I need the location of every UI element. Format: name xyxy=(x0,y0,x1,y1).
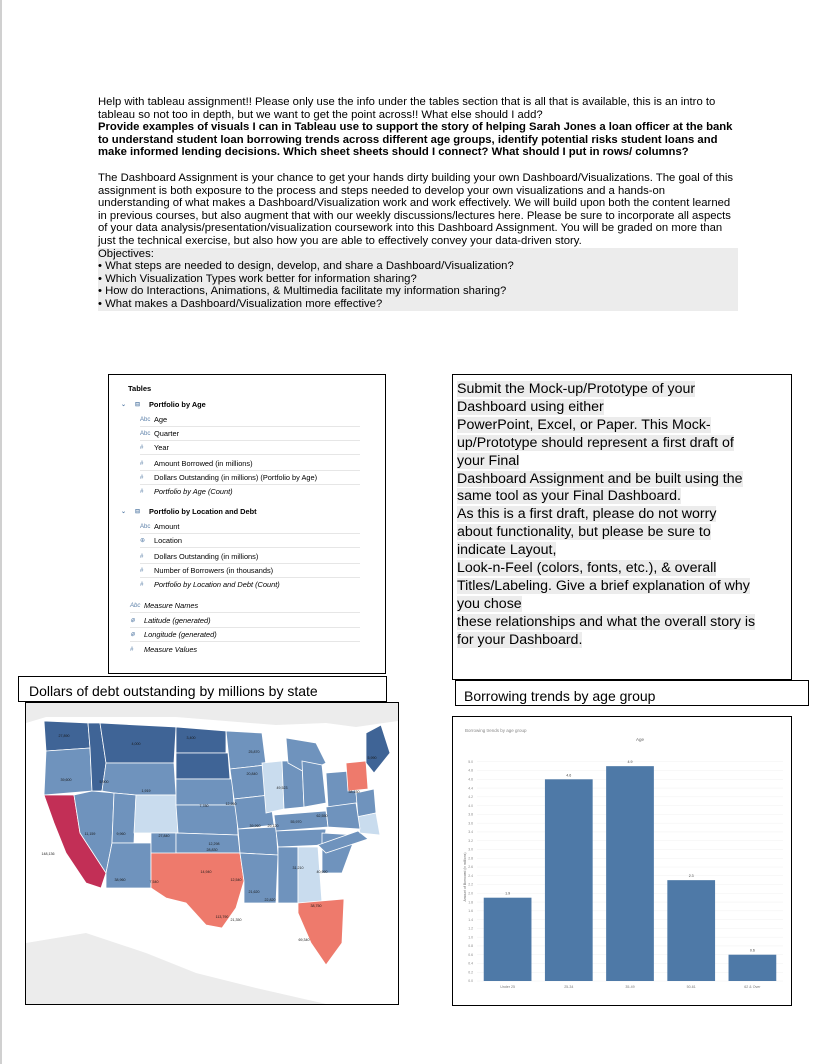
instruction-line xyxy=(457,399,787,417)
number-icon: # xyxy=(130,646,134,653)
state-shape xyxy=(276,829,326,847)
state-value-label: 5,900 xyxy=(99,780,109,784)
globe-icon: ⊕ xyxy=(130,618,136,624)
instruction-line xyxy=(457,596,787,614)
objectives-label: Objectives: xyxy=(98,248,738,261)
y-tick-label: 0.0 xyxy=(468,979,473,984)
field-label: Year xyxy=(154,443,169,452)
state-value-label: 1,919 xyxy=(141,789,151,793)
instruction-text: Look-n-Feel (colors, fonts, etc.), & overall xyxy=(457,560,717,577)
instruction-text: for your Dashboard. xyxy=(457,631,583,648)
y-tick-label: 2.0 xyxy=(468,891,473,896)
y-tick-label: 2.6 xyxy=(468,865,473,870)
table-icon: ⊟ xyxy=(135,402,141,408)
y-tick-label: 2.2 xyxy=(468,882,473,887)
state-value-label: 28,830 xyxy=(206,848,218,852)
y-tick-label: 1.2 xyxy=(468,926,473,931)
number-icon: # xyxy=(140,474,144,481)
field-label: Dollars Outstanding (in millions) (Portfolio by Age) xyxy=(154,473,318,482)
y-tick-label: 2.4 xyxy=(468,873,473,878)
abc-icon: Abc xyxy=(140,430,151,437)
state-value-label: 31,210 xyxy=(292,866,304,870)
bar-4[interactable] xyxy=(729,955,777,981)
state-shape xyxy=(134,795,178,833)
state-value-label: 9,960 xyxy=(116,832,126,836)
state-value-label: 22,820 xyxy=(264,898,276,902)
y-tick-label: 4.6 xyxy=(468,777,473,782)
chevron-down-icon[interactable]: ⌄ xyxy=(121,402,127,408)
field-location[interactable] xyxy=(140,536,182,545)
field-label: Amount Borrowed (in millions) xyxy=(154,459,253,468)
divider xyxy=(140,533,360,534)
instruction-line xyxy=(457,560,787,578)
state-shape xyxy=(346,761,368,791)
field-label: Age xyxy=(154,415,168,424)
state-value-label: 21,620 xyxy=(248,890,260,894)
divider xyxy=(140,470,360,471)
state-value-label: 49,523 xyxy=(276,786,288,790)
divider xyxy=(140,484,360,485)
table-name: Portfolio by Age xyxy=(149,400,206,409)
y-tick-label: 3.8 xyxy=(468,812,473,817)
instruction-text: As this is a first draft, please do not worry xyxy=(457,506,717,523)
divider xyxy=(140,563,360,564)
y-tick-label: 0.6 xyxy=(468,952,473,957)
instruction-text: PowerPoint, Excel, or Paper. This Mock- xyxy=(457,416,711,433)
instruction-text: up/Prototype should represent a first draft of xyxy=(457,434,734,451)
y-tick-label: 3.0 xyxy=(468,847,473,852)
state-shape xyxy=(44,748,92,795)
state-value-label: 12,950 xyxy=(225,802,237,806)
objective-item: • What makes a Dashboard/Visualization more effective? xyxy=(98,298,738,311)
page-edge xyxy=(0,0,2,1064)
number-icon: # xyxy=(140,581,144,588)
field-portfolio-age-count[interactable] xyxy=(140,487,233,496)
instruction-line xyxy=(457,542,787,560)
instruction-line xyxy=(457,632,787,650)
divider xyxy=(130,627,360,628)
instruction-line xyxy=(457,524,787,542)
field-measure-values[interactable] xyxy=(130,645,197,654)
number-icon: # xyxy=(140,567,144,574)
state-value-label: 38,750 xyxy=(310,904,322,908)
state-shape xyxy=(238,827,278,855)
state-value-label: 27,840 xyxy=(158,834,170,838)
objective-item: • How do Interactions, Animations, & Multimedia facilitate my information sharing? xyxy=(98,285,738,298)
instruction-line xyxy=(457,453,787,471)
state-shape xyxy=(99,763,176,795)
age-header: Age xyxy=(635,737,645,742)
intro-line: Help with tableau assignment!! Please only use the info under the tables section that is all that is available, this is an intro to tableau so not too in depth, but we want to get the point across!! What else should I add? xyxy=(98,96,716,121)
state-value-label: 69,340 xyxy=(298,938,310,942)
us-choropleth-map xyxy=(26,703,398,1004)
table-portfolio-by-age[interactable] xyxy=(121,400,206,409)
state-value-label: 12,540 xyxy=(230,878,242,882)
y-tick-label: 3.6 xyxy=(468,821,473,826)
instruction-line xyxy=(457,381,787,399)
y-tick-label: 4.0 xyxy=(468,803,473,808)
intro-text xyxy=(98,96,738,311)
y-tick-label: 0.4 xyxy=(468,961,473,966)
y-axis-label: Amount of Borrowed (in millions) xyxy=(463,852,467,902)
state-shape xyxy=(226,731,266,769)
field-dollars-outstanding-age[interactable] xyxy=(140,473,317,482)
instruction-line xyxy=(457,471,787,489)
bar-value-label: 4.9 xyxy=(627,760,633,765)
mini-chart-title: Borrowing trends by age group xyxy=(465,728,527,733)
y-tick-label: 4.4 xyxy=(468,786,473,791)
divider xyxy=(140,426,360,427)
bar-3[interactable] xyxy=(667,880,715,981)
field-label: Number of Borrowers (in thousands) xyxy=(154,566,274,575)
field-age[interactable] xyxy=(140,415,167,424)
map-title: Dollars of debt outstanding by millions by state xyxy=(18,676,387,702)
state-value-label: 25,870 xyxy=(248,750,260,754)
instruction-text: Dashboard using either xyxy=(457,398,604,415)
state-shape xyxy=(302,761,326,807)
field-number-of-borrowers[interactable] xyxy=(140,566,273,575)
bar-chart-svg xyxy=(453,717,791,1005)
bar-value-label: 0.6 xyxy=(749,948,755,953)
abc-icon: Abc xyxy=(140,523,151,530)
instruction-text: Dashboard Assignment and be built using the xyxy=(457,470,743,487)
table-name: Portfolio by Location and Debt xyxy=(149,507,257,516)
state-shape xyxy=(176,727,226,753)
table-portfolio-by-location[interactable] xyxy=(121,507,257,516)
divider xyxy=(140,577,360,578)
bar-0[interactable] xyxy=(484,898,532,981)
table-icon: ⊟ xyxy=(135,509,141,515)
category-label: Under 25 xyxy=(500,985,515,989)
instruction-text: your Final xyxy=(457,452,520,469)
divider xyxy=(140,454,360,455)
category-label: 62 & Over xyxy=(744,985,761,989)
state-value-label: 39,960 xyxy=(249,824,261,828)
instruction-line xyxy=(457,417,787,435)
tables-header: Tables xyxy=(128,384,152,393)
number-icon: # xyxy=(140,488,144,495)
y-tick-label: 1.4 xyxy=(468,917,473,922)
y-tick-label: 1.8 xyxy=(468,900,473,905)
y-tick-label: 4.8 xyxy=(468,768,473,773)
bar-chart-title: Borrowing trends by age group xyxy=(455,680,809,706)
globe-icon: ⊕ xyxy=(130,632,136,638)
instruction-text: these relationships and what the overall story is xyxy=(457,613,756,630)
field-measure-names[interactable] xyxy=(130,601,198,610)
field-year[interactable] xyxy=(140,443,169,452)
instruction-line xyxy=(457,506,787,524)
field-label: Longitude (generated) xyxy=(144,630,217,639)
debt-map xyxy=(25,702,399,1005)
field-amount[interactable] xyxy=(140,522,179,531)
state-shape xyxy=(326,803,360,829)
state-value-label: 27,890 xyxy=(58,734,70,738)
number-icon: # xyxy=(140,553,144,560)
state-value-label: 29,120 xyxy=(267,824,279,828)
bar-value-label: 4.6 xyxy=(566,773,572,778)
divider xyxy=(130,612,360,613)
chevron-down-icon[interactable]: ⌄ xyxy=(121,509,127,515)
state-value-label: 148,136 xyxy=(41,852,55,856)
state-value-label: 39,600 xyxy=(60,778,72,782)
state-value-label: 7,780 xyxy=(199,804,209,808)
instruction-line xyxy=(457,488,787,506)
category-label: 25-34 xyxy=(564,985,574,989)
field-label: Quarter xyxy=(154,429,180,438)
abc-icon: Abc xyxy=(130,602,141,609)
state-shape xyxy=(298,847,322,903)
field-label: Amount xyxy=(154,522,180,531)
state-value-label: 14,940 xyxy=(200,870,212,874)
bar-value-label: 1.9 xyxy=(505,891,511,896)
y-tick-label: 0.8 xyxy=(468,944,473,949)
y-tick-label: 5.0 xyxy=(468,759,473,764)
state-shape xyxy=(240,853,278,903)
state-value-label: 113,790 xyxy=(215,915,229,919)
instruction-line xyxy=(457,435,787,453)
objective-item: • What steps are needed to design, develop, and share a Dashboard/Visualization? xyxy=(98,260,738,273)
objectives-list xyxy=(98,260,738,310)
state-value-label: 7,540 xyxy=(149,880,159,884)
instruction-text: indicate Layout, xyxy=(457,542,557,559)
instruction-line xyxy=(457,578,787,596)
y-tick-label: 4.2 xyxy=(468,795,473,800)
field-label: Location xyxy=(154,536,182,545)
bar-value-label: 2.3 xyxy=(688,874,694,879)
state-value-label: 21,350 xyxy=(230,918,242,922)
intro-question: Provide examples of visuals I can in Tableau use to support the story of helping Sarah Jones a loan officer at the bank to understand student loan borrowing trends across different age groups, identify potential risks student loans and make informed lending decisions. Which sheet sheets should I connect? What should I put in rows/ columns? xyxy=(98,121,733,159)
instruction-text: about functionality, but please be sure to xyxy=(457,524,711,541)
globe-icon: ⊕ xyxy=(140,538,146,544)
y-tick-label: 3.4 xyxy=(468,830,473,835)
state-shape xyxy=(176,753,230,779)
divider xyxy=(140,440,360,441)
category-label: 50-61 xyxy=(686,985,696,989)
field-dollars-outstanding[interactable] xyxy=(140,552,258,561)
field-longitude[interactable] xyxy=(130,630,217,639)
state-value-label: 4,000 xyxy=(131,742,141,746)
number-icon: # xyxy=(140,460,144,467)
field-latitude[interactable] xyxy=(130,616,211,625)
state-value-label: 11,159 xyxy=(84,832,96,836)
field-label: Measure Values xyxy=(144,645,198,654)
state-value-label: 5,990 xyxy=(367,756,377,760)
bar-2[interactable] xyxy=(606,766,654,981)
y-tick-label: 0.2 xyxy=(468,970,473,975)
state-shape xyxy=(278,847,298,903)
instruction-text: Titles/Labeling. Give a brief explanation of why xyxy=(457,577,750,594)
state-value-label: 12,298 xyxy=(208,842,220,846)
state-value-label: 55,970 xyxy=(290,820,302,824)
y-tick-label: 1.0 xyxy=(468,935,473,940)
instruction-text: Submit the Mock-up/Prototype of your xyxy=(457,381,696,397)
divider xyxy=(130,641,360,642)
state-value-label: 58,230 xyxy=(348,790,360,794)
state-shape xyxy=(176,805,238,835)
objective-item: • Which Visualization Types work better for information sharing? xyxy=(98,273,738,286)
mockup-instructions xyxy=(452,374,792,680)
field-portfolio-location-count[interactable] xyxy=(140,580,280,589)
y-tick-label: 2.8 xyxy=(468,856,473,861)
instruction-line xyxy=(457,614,787,632)
state-value-label: 38,960 xyxy=(114,878,126,882)
divider xyxy=(140,547,360,548)
field-amount-borrowed[interactable] xyxy=(140,459,253,468)
state-value-label: 40,990 xyxy=(316,870,328,874)
field-label: Measure Names xyxy=(144,601,199,610)
field-label: Latitude (generated) xyxy=(144,616,211,625)
bar-1[interactable] xyxy=(545,779,593,981)
y-tick-label: 3.2 xyxy=(468,838,473,843)
state-value-label: 62,550 xyxy=(316,814,328,818)
field-label: Portfolio by Age (Count) xyxy=(154,487,233,496)
number-icon: # xyxy=(140,444,144,451)
bar-chart xyxy=(452,716,792,1006)
field-label: Portfolio by Location and Debt (Count) xyxy=(154,580,280,589)
state-value-label: 20,840 xyxy=(246,772,258,776)
state-value-label: 3,400 xyxy=(186,736,196,740)
state-shape xyxy=(106,843,151,888)
abc-icon: Abc xyxy=(140,416,151,423)
category-label: 35-49 xyxy=(625,985,635,989)
tables-pane xyxy=(108,374,386,674)
assignment-paragraph: The Dashboard Assignment is your chance to get your hands dirty building your own Dashboard/Visualizations. The goal of this assignment is both exposure to the process and steps needed to develop your own visualizations and a hands-on understanding of what makes a Dashboard/Visualization work and work effectively. We will build upon both the content learned in previous courses, but also augment that with our weekly discussions/lectures here. Please be sure to incorporate all aspects of your data analysis/presentation/visualization coursework into this Dashboard Assignment. You will be graded on more than just the technical exercise, but also how you are able to effectively convey your data-driven story. xyxy=(98,171,734,247)
field-label: Dollars Outstanding (in millions) xyxy=(154,552,259,561)
instruction-text: same tool as your Final Dashboard. xyxy=(457,488,681,505)
instruction-text: you chose xyxy=(457,595,522,612)
y-tick-label: 1.6 xyxy=(468,909,473,914)
field-quarter[interactable] xyxy=(140,429,179,438)
